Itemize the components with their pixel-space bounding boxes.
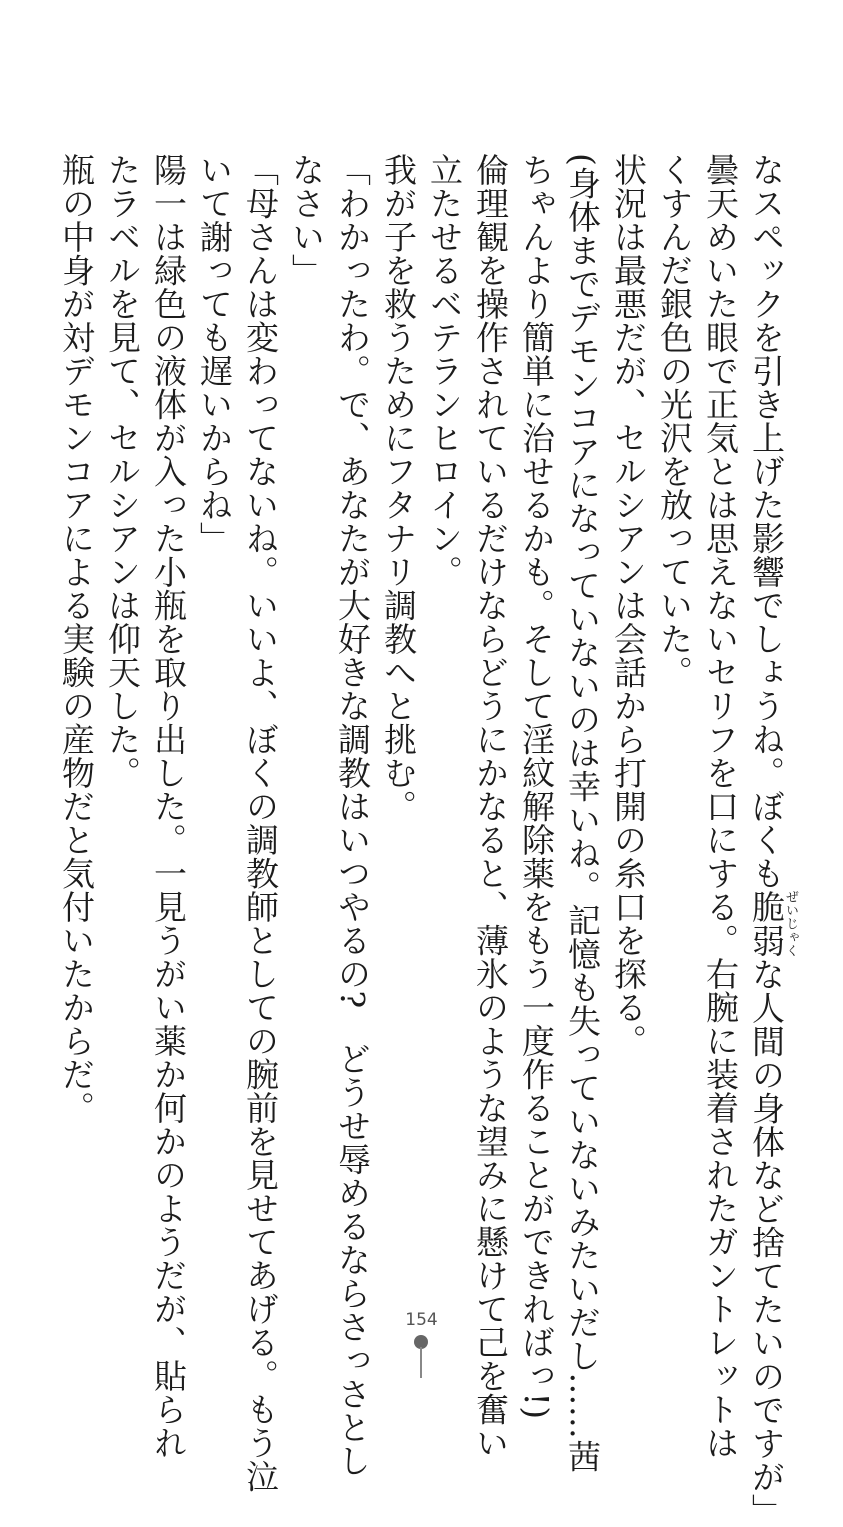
- text-column-3: くすんだ銀色の光沢を放っていた。: [655, 153, 694, 689]
- text-column-15: たラベルを見て、セルシアンは仰天した。: [103, 153, 142, 790]
- text-column-14: 陽一は緑色の液体が入った小瓶を取り出した。一見うがい薬か何かのようだが、貼られ: [149, 153, 188, 1460]
- text-column-13: いて謝っても遅いからね」: [195, 153, 234, 555]
- ruby-base: 脆弱: [747, 889, 786, 958]
- text-column-11: なさい」: [287, 153, 326, 287]
- ruby-word: [747, 889, 798, 958]
- text-column-16: 瓶の中身が対デモンコアによる実験の産物だと気付いたからだ。: [57, 153, 96, 1125]
- text-column-4: 状況は最悪だが、セルシアンは会話から打開の糸口を探る。: [609, 153, 648, 1058]
- column-text: な人間の身体など捨てたいのですが」: [747, 957, 786, 1527]
- text-column-9: 我が子を救うためにフタナリ調教へと挑む。: [379, 153, 418, 823]
- text-column-5: (身体までデモンコアになっていないのは幸いね。記憶も失っていないみたいだし……茜: [563, 153, 602, 1473]
- text-column-2: 曇天めいた眼で正気とは思えないセリフを口にする。右腕に装着されたガントレットは: [701, 153, 740, 1460]
- text-column-12: 「母さんは変わってないね。いいよ、ぼくの調教師としての腕前を見せてあげる。もう泣: [241, 153, 280, 1493]
- ruby-reading: ぜいじゃく: [783, 889, 798, 958]
- text-column-8: 立たせるベテランヒロイン。: [425, 153, 464, 589]
- page-marker-line: [420, 1347, 422, 1378]
- text-column-6: ちゃんより簡単に治せるかも。そして淫紋解除薬をもう一度作ることができればっ!): [517, 153, 556, 1420]
- text-column-10: 「わかったわ。で、あなたが大好きな調教はいつやるの? どうせ辱めるならさっさとし: [333, 153, 372, 1478]
- page-number: 154: [405, 1310, 438, 1330]
- text-column-7: 倫理観を操作されているだけならどうにかなると、薄氷のような望みに懸けて己を奮い: [471, 153, 510, 1460]
- column-text: なスペックを引き上げた影響でしょうね。ぼくも: [747, 153, 786, 890]
